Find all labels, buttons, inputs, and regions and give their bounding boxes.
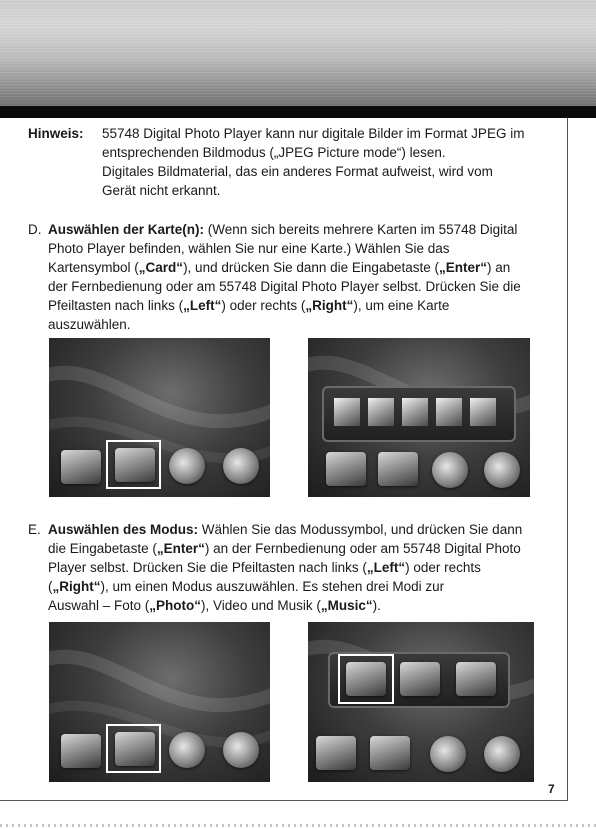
right-keyword: „Right“	[52, 579, 101, 594]
left-keyword: „Left“	[366, 560, 406, 575]
section-d-line-2: Photo Player befinden, wählen Sie nur eine Karte.) Wählen Sie das	[48, 241, 450, 256]
card-icon	[370, 736, 410, 770]
note-line-4: Gerät nicht erkannt.	[102, 183, 221, 198]
screenshot-card-list	[308, 338, 530, 497]
note-line-3: Digitales Bildmaterial, das ein anderes Format aufweist, wird vom	[102, 164, 493, 179]
header-banner	[0, 0, 596, 106]
photo-keyword: „Photo“	[149, 598, 202, 613]
enter-keyword: „Enter“	[156, 541, 205, 556]
right-border	[567, 118, 568, 801]
text-span: ), Video und Musik (	[201, 598, 321, 613]
note-line-1: 55748 Digital Photo Player kann nur digitale Bilder im Format JPEG im	[102, 126, 525, 141]
section-d-l1-rest: (Wenn sich bereits mehrere Karten im 55748 Digital	[204, 222, 518, 237]
text-span: ) oder rechts	[405, 560, 481, 575]
card-thumb	[368, 398, 394, 426]
music-disc-icon	[484, 736, 520, 772]
enter-keyword: „Enter“	[438, 260, 487, 275]
disc-icon	[169, 448, 205, 484]
page-number: 7	[548, 782, 555, 796]
photo-icon	[61, 734, 101, 768]
text-span: ) an der Fernbedienung oder am 55748 Digital Photo	[204, 541, 521, 556]
text-span: die Eingabetaste (	[48, 541, 157, 556]
screenshot-card-menu	[49, 338, 270, 497]
header-bar	[0, 106, 596, 118]
text-span: ) an	[487, 260, 511, 275]
section-d-line-1	[48, 220, 517, 239]
card-keyword: „Card“	[138, 260, 184, 275]
section-d-letter: D.	[28, 222, 42, 237]
film-icon	[400, 662, 440, 696]
right-keyword: „Right“	[305, 298, 354, 313]
music-disc-icon	[223, 448, 259, 484]
text-span: Player selbst. Drücken Sie die Pfeiltasten nach links (	[48, 560, 367, 575]
card-icon	[378, 452, 418, 486]
crop-marks	[0, 824, 596, 827]
left-keyword: „Left“	[183, 298, 222, 313]
text-span: ), um eine Karte	[353, 298, 450, 313]
card-thumb	[470, 398, 496, 426]
text-span: ).	[372, 598, 381, 613]
section-e-line-5	[48, 596, 381, 615]
section-e-title: Auswählen des Modus:	[48, 522, 199, 537]
text-span: (	[48, 579, 53, 594]
note-label: Hinweis:	[28, 126, 84, 141]
section-e-letter: E.	[28, 522, 41, 537]
text-span: ), um einen Modus auszuwählen. Es stehen drei Modi zur	[100, 579, 445, 594]
section-e-line-4	[48, 577, 444, 596]
selection-frame	[338, 654, 394, 704]
screenshot-mode-list	[308, 622, 534, 782]
text-span: Pfeiltasten nach links (	[48, 298, 184, 313]
section-d-line-5	[48, 296, 449, 315]
note-line-2: entsprechenden Bildmodus („JPEG Picture mode“) lesen.	[102, 145, 446, 160]
section-d-title: Auswählen der Karte(n):	[48, 222, 205, 237]
disc-icon	[432, 452, 468, 488]
section-d-line-3	[48, 258, 510, 277]
card-thumb	[436, 398, 462, 426]
selection-frame	[106, 724, 161, 773]
photo-icon	[316, 736, 356, 770]
text-span: Wählen Sie das Modussymbol, und drücken Sie dann	[198, 522, 523, 537]
card-thumb	[334, 398, 360, 426]
text-span: Auswahl – Foto (	[48, 598, 150, 613]
music-disc-icon	[484, 452, 520, 488]
bottom-border	[0, 800, 568, 801]
section-e-line-2	[48, 539, 521, 558]
text-span: Kartensymbol (	[48, 260, 139, 275]
section-d-line-4: der Fernbedienung oder am 55748 Digital Photo Player selbst. Drücken Sie die	[48, 279, 521, 294]
section-e-line-3	[48, 558, 481, 577]
photo-icon	[61, 450, 101, 484]
card-thumb	[402, 398, 428, 426]
text-span: ) oder rechts (	[221, 298, 306, 313]
video-icon	[456, 662, 496, 696]
disc-icon	[169, 732, 205, 768]
selection-frame	[106, 440, 161, 489]
disc-icon	[430, 736, 466, 772]
music-disc-icon	[223, 732, 259, 768]
photo-icon	[326, 452, 366, 486]
music-keyword: „Music“	[320, 598, 373, 613]
text-span: ), und drücken Sie dann die Eingabetaste (	[183, 260, 439, 275]
section-e-line-1	[48, 520, 522, 539]
screenshot-mode-menu	[49, 622, 270, 782]
section-d-line-6: auszuwählen.	[48, 317, 131, 332]
